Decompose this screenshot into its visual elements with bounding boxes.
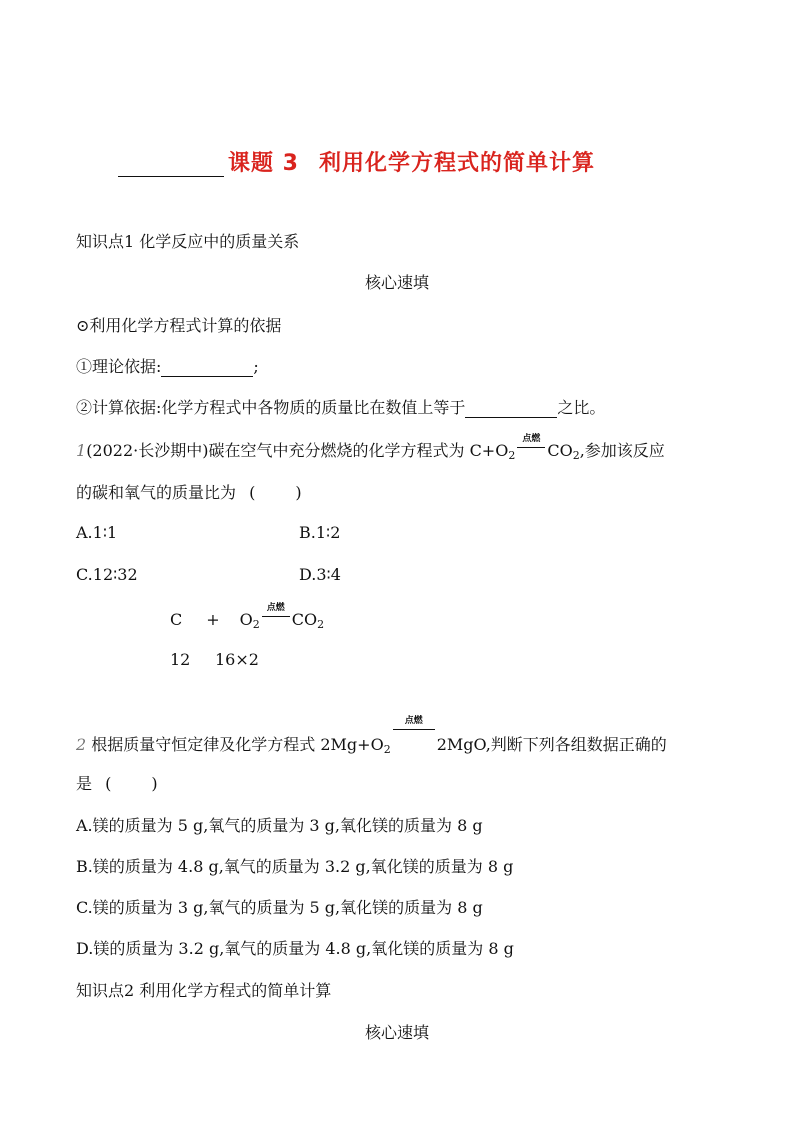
section1-core-title: 核心速填 xyxy=(364,273,429,292)
calc-blank[interactable] xyxy=(465,399,557,418)
q1-text-b: CO xyxy=(547,441,573,460)
title-blank xyxy=(118,154,224,177)
q2-line2 xyxy=(76,774,158,794)
q1-text-c: ,参加该反应 xyxy=(579,441,665,460)
q2-option-c[interactable]: C.镁的质量为 3 g,氧气的质量为 5 g,氧化镁的质量为 8 g xyxy=(76,898,483,917)
work-condition-label: 点燃 xyxy=(266,603,285,613)
q1-paren-left: ( xyxy=(249,483,256,502)
calc-prefix: ②计算依据:化学方程式中各物质的质量比在数值上等于 xyxy=(76,398,466,417)
q2-number: 2 xyxy=(76,735,87,754)
q1-sub-co2: 2 xyxy=(572,449,580,462)
work-mass-c: 12 xyxy=(170,650,191,669)
q1-condition-label: 点燃 xyxy=(522,434,541,444)
q2-paren-left: ( xyxy=(105,774,112,793)
basis-title: ⊙利用化学方程式计算的依据 xyxy=(76,316,282,335)
q2-sub-o2: 2 xyxy=(383,743,391,756)
q1-line2 xyxy=(76,483,302,503)
page-title xyxy=(118,146,595,177)
q2-condition-label: 点燃 xyxy=(404,716,423,726)
work-equation xyxy=(170,603,325,631)
work-c: C xyxy=(170,610,183,629)
lesson-number: 课题 3 xyxy=(228,151,299,176)
lesson-name: 利用化学方程式的简单计算 xyxy=(318,151,595,176)
work-co-sub: 2 xyxy=(317,618,325,631)
calc-suffix: 之比。 xyxy=(557,398,606,417)
q1-number: 1 xyxy=(76,441,87,460)
theory-basis-line xyxy=(76,357,259,377)
calc-basis-line xyxy=(76,398,605,418)
theory-prefix: ①理论依据: xyxy=(76,357,162,376)
section2-heading: 知识点2 利用化学方程式的简单计算 xyxy=(76,981,332,1000)
work-condition xyxy=(260,603,292,630)
q1-option-a[interactable]: A.1∶1 xyxy=(76,523,118,542)
section2-core-title: 核心速填 xyxy=(364,1023,429,1042)
work-plus: + xyxy=(206,610,220,629)
q2-text-a: 根据质量守恒定律及化学方程式 2Mg+O xyxy=(91,735,384,754)
q1-text-line2: 的碳和氧气的质量比为 xyxy=(76,483,237,502)
q1-line1 xyxy=(76,434,665,462)
q1-option-d[interactable]: D.3∶4 xyxy=(299,565,341,584)
q2-option-a[interactable]: A.镁的质量为 5 g,氧气的质量为 3 g,氧化镁的质量为 8 g xyxy=(76,816,483,835)
q2-text-b: 2MgO,判断下列各组数据正确的 xyxy=(436,735,667,754)
section1-heading: 知识点1 化学反应中的质量关系 xyxy=(76,232,300,251)
q2-text-line2: 是 xyxy=(76,774,93,793)
q2-line1 xyxy=(76,716,667,756)
theory-blank[interactable] xyxy=(161,358,253,377)
work-o: O xyxy=(239,610,253,629)
q2-option-b[interactable]: B.镁的质量为 4.8 g,氧气的质量为 3.2 g,氧化镁的质量为 8 g xyxy=(76,857,514,876)
theory-suffix: ; xyxy=(253,357,259,376)
q1-condition xyxy=(515,434,547,461)
work-mass-o2: 16×2 xyxy=(215,650,259,669)
q2-option-d[interactable]: D.镁的质量为 3.2 g,氧气的质量为 4.8 g,氧化镁的质量为 8 g xyxy=(76,939,514,958)
q1-option-b[interactable]: B.1∶2 xyxy=(299,523,341,542)
q2-paren-right: ) xyxy=(151,774,158,793)
q1-paren-right: ) xyxy=(295,483,302,502)
q1-option-c[interactable]: C.12∶32 xyxy=(76,565,138,584)
q1-text-a: (2022·长沙期中)碳在空气中充分燃烧的化学方程式为 C+O xyxy=(86,441,509,460)
q2-condition xyxy=(391,716,437,755)
q1-sub-o2: 2 xyxy=(508,449,516,462)
work-co: CO xyxy=(291,610,318,629)
work-o-sub: 2 xyxy=(252,618,260,631)
